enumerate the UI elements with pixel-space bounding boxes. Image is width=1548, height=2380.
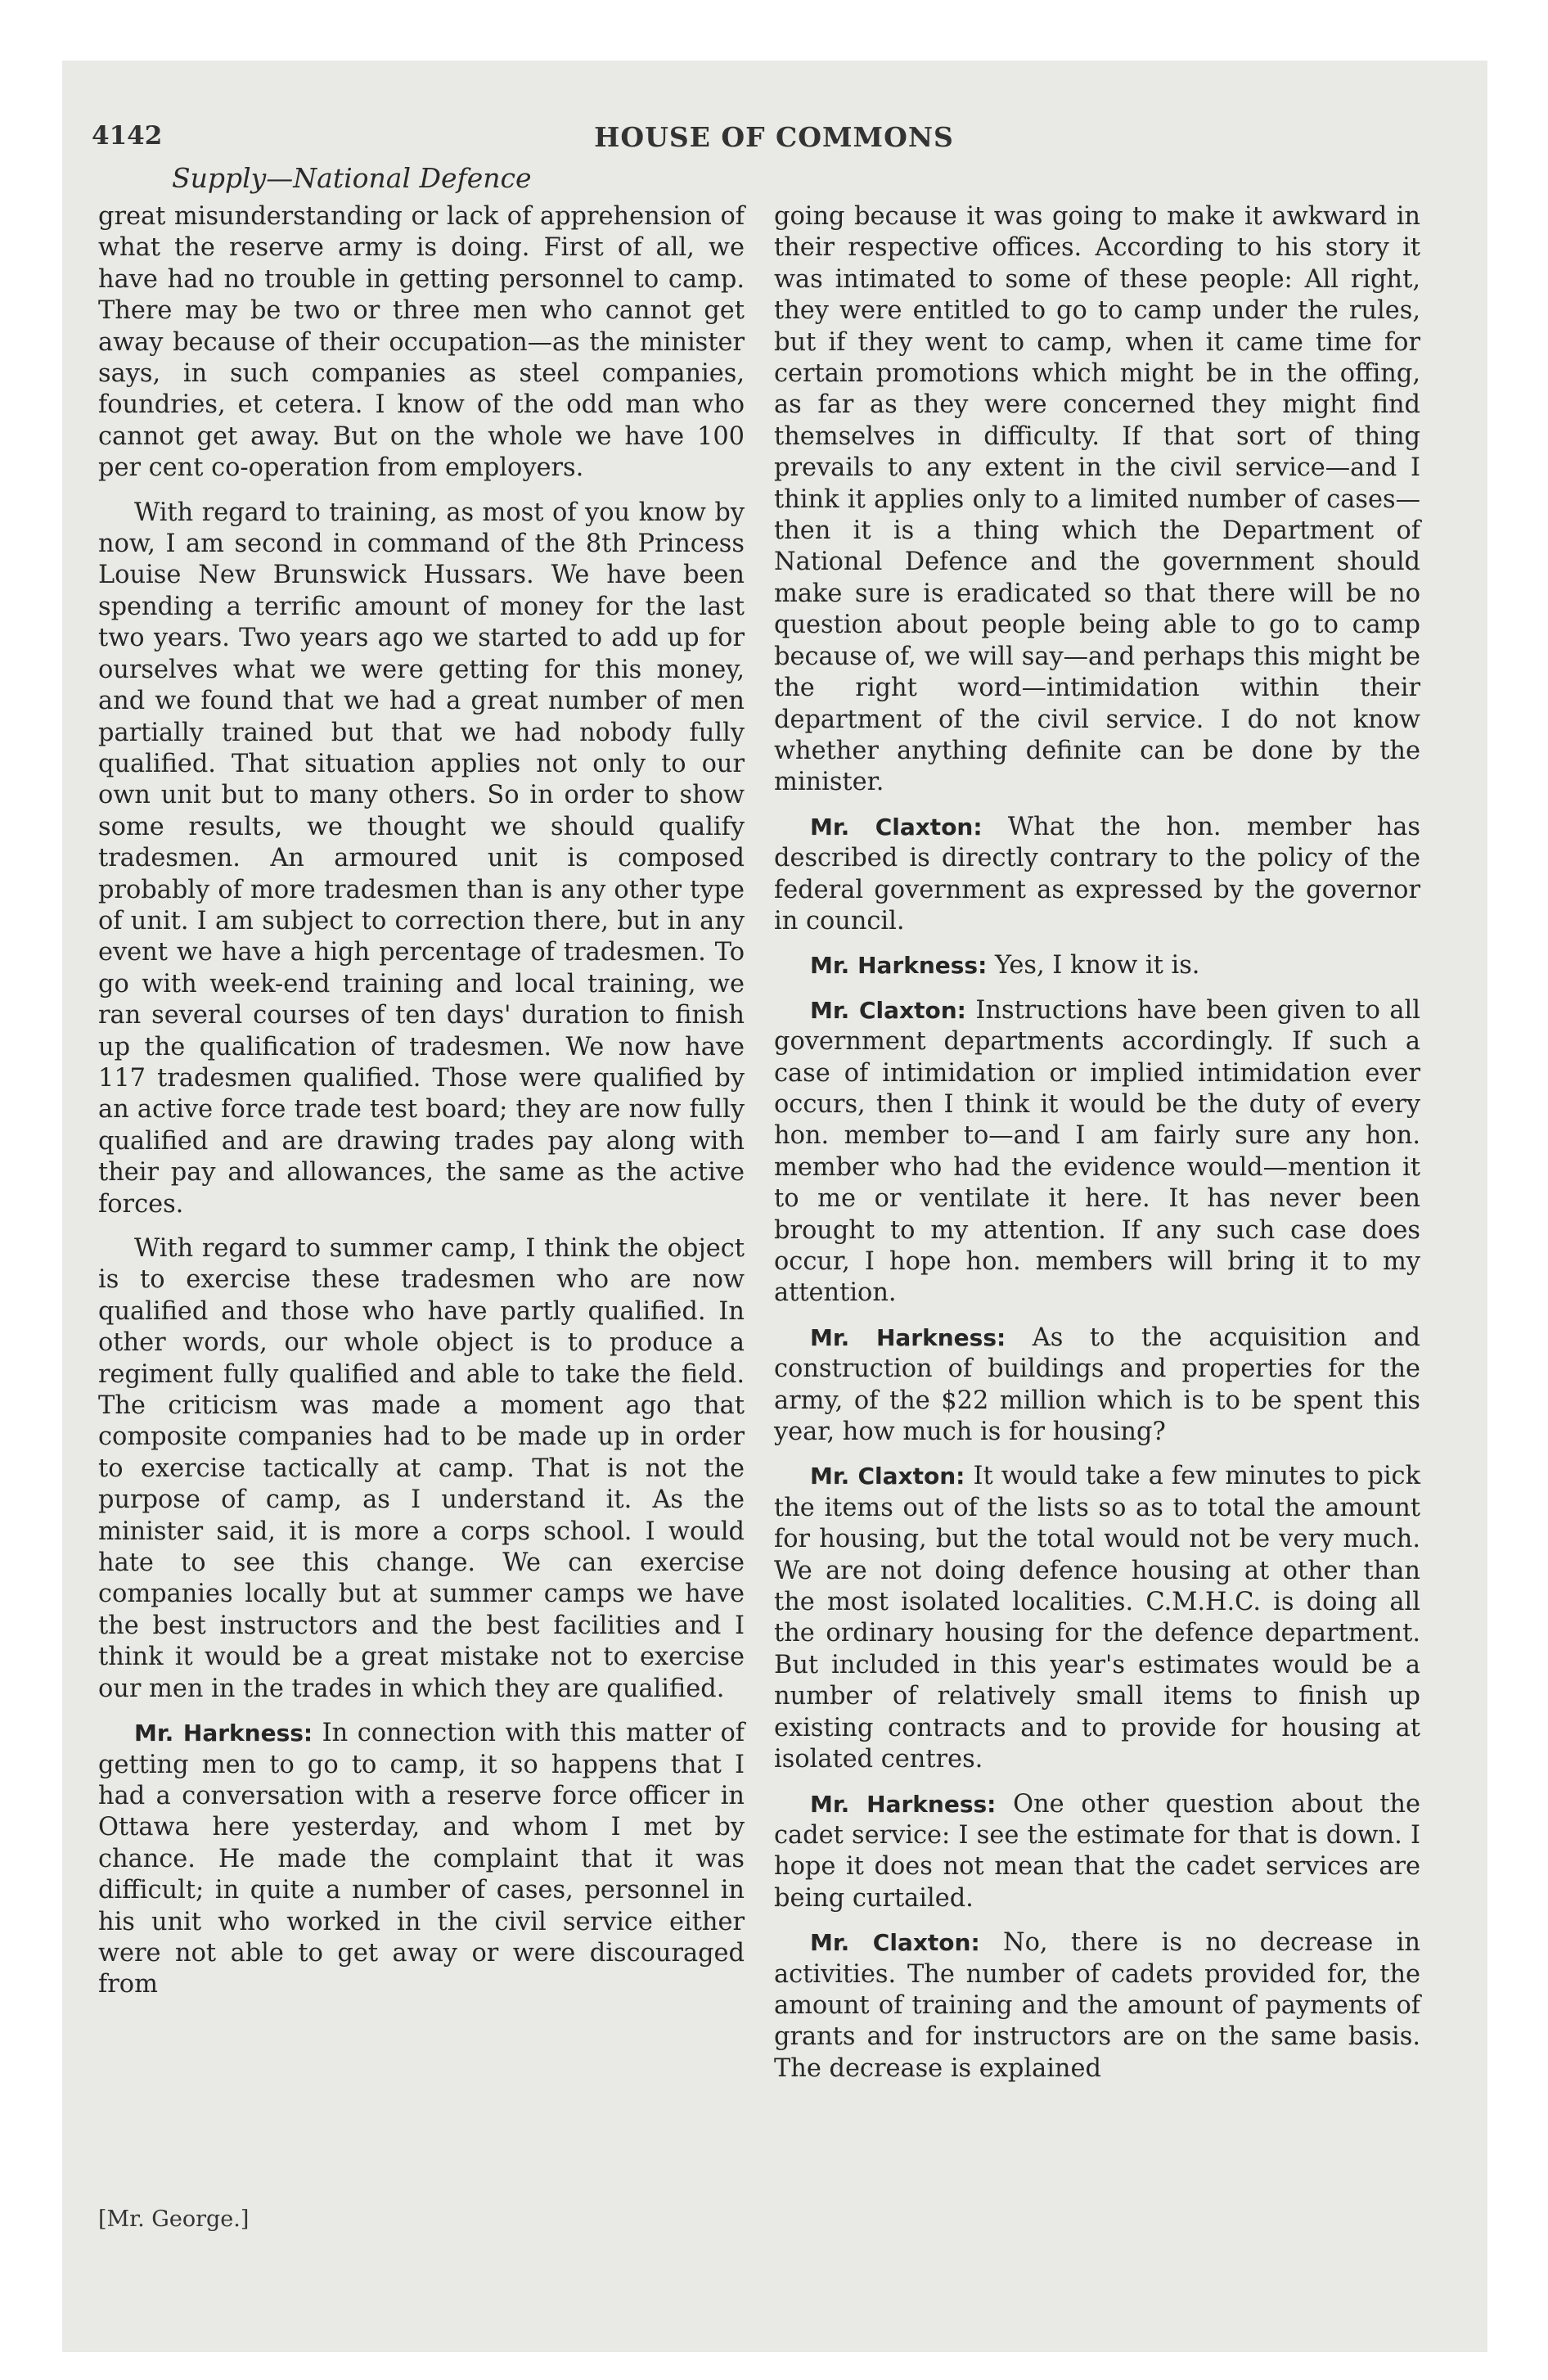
speaker-name: Mr. Harkness: — [810, 1790, 997, 1818]
speaker-name: Mr. Harkness: — [134, 1720, 313, 1747]
paragraph — [774, 812, 1420, 938]
speaker-name: Mr. Claxton: — [810, 996, 966, 1024]
right-column — [774, 201, 1420, 2098]
page-number: 4142 — [92, 121, 163, 151]
paragraph — [774, 950, 1420, 981]
speaker-name: Mr. Harkness: — [810, 1323, 1006, 1351]
paragraph: With regard to training, as most of you know by now, I am second in command of the 8th Princess Louise New Brunswick Hussars. We have been spending a terrific amount of money for the last two years. Two years ago we started to add up for ourselves what we were getting for this money, and we found that we had a great number of men partially trained but that we had nobody fully qualified. That situation applies not only to our own unit but to many others. So in order to show some results, we thought we should qualify tradesmen. An armoured unit is composed probably of more tradesmen than is any other type of unit. I am subject to correction there, but in any event we have a high percentage of tradesmen. To go with week-end training and local training, we ran several courses of ten days' duration to finish up the qualification of tradesmen. We now have 117 tradesmen qualified. Those were qualified by an active force trade test board; they are now fully qualified and are drawing trades pay along with their pay and allowances, the same as the active forces. — [98, 498, 745, 1219]
paragraph: great misunderstanding or lack of apprehension of what the reserve army is doing. First of all, we have had no trouble in getting personnel to camp. There may be two or three men who cannot get away because of their occupation—as the minister says, in such companies as steel companies, foundries, et cetera. I know of the odd man who cannot get away. But on the whole we have 100 per cent co-operation from employers. — [98, 202, 745, 483]
paragraph — [774, 995, 1420, 1309]
speech-text: It would take a few minutes to pick the items out of the lists so as to total the amount for housing, but the total would not be very much. We are not doing defence housing at other than the most isolated localities. C.M.H.C. is doing all the ordinary housing for the defence department. But included in this year's estimates would be a number of relatively small items to finish up existing contracts and to provide for housing at isolated centres. — [774, 1462, 1420, 1774]
paragraph — [774, 1461, 1420, 1775]
speaker-name: Mr. Claxton: — [810, 813, 983, 841]
paragraph — [98, 1718, 745, 2001]
speaker-name: Mr. Claxton: — [810, 1929, 980, 1957]
paragraph: going because it was going to make it awkward in their respective offices. According to his story it was intimated to some of these people: All right, they were entitled to go to camp under the rules, but if they went to camp, when it came time for certain promotions which might be in the offing, as far as they were concerned they might find themselves in difficulty. If that sort of thing prevails to any extent in the civil service—and I think it applies only to a limited number of cases—then it is a thing which the Department of National Defence and the government should make sure is eradicated so that there will be no question about people being able to go to camp because of, we will say—and perhaps this might be the right word—intimidation within their department of the civil service. I do not know whether anything definite can be done by the minister. — [774, 202, 1420, 797]
speech-text: Instructions have been given to all government departments accordingly. If such a case of intimidation or implied intimidation ever occurs, then I think it would be the duty of every hon. member to—and I am fairly sure any hon. member who had the evidence would—mention it to me or ventilate it here. It has never been brought to my attention. If any such case does occur, I hope hon. members will bring it to my attention. — [774, 995, 1420, 1308]
speech-text: Yes, I know it is. — [994, 951, 1200, 980]
speaker-attribution-footer: [Mr. George.] — [98, 2206, 250, 2232]
paragraph: With regard to summer camp, I think the object is to exercise these tradesmen who are now qualified and those who have partly qualified. In other words, our whole object is to produce a regiment fully qualified and able to take the field. The criticism was made a moment ago that composite companies had to be made up in order to exercise tactically at camp. That is not the purpose of camp, as I understand it. As the minister said, it is more a corps school. I would hate to see this change. We can exercise companies locally but at summer camps we have the best instructors and the best facilities and I think it would be a great mistake not to exercise our men in the trades in which they are qualified. — [98, 1234, 745, 1703]
paragraph — [774, 1323, 1420, 1449]
left-column — [98, 201, 745, 2014]
speaker-name: Mr. Claxton: — [810, 1463, 965, 1490]
speech-text: As to the acquisition and construction of buildings and properties for the army, of the $22 million which is to be spent this year, how much is for housing? — [774, 1323, 1420, 1447]
speech-text: In connection with this matter of getting men to go to camp, it so happens that I had a conversation with a reserve force officer in Ottawa here yesterday, and whom I met by chance. He made the complaint that it was difficult; in quite a number of cases, personnel in his unit who worked in the civil service either were not able to get away or were discouraged from — [98, 1719, 745, 1999]
paragraph — [774, 1789, 1420, 1915]
running-title: HOUSE OF COMMONS — [594, 121, 954, 153]
section-heading: Supply—National Defence — [172, 162, 532, 194]
paragraph — [774, 1927, 1420, 2085]
speech-text: One other question about the cadet service: I see the estimate for that is down. I hope it does not mean that the cadet services are being curtailed. — [774, 1789, 1420, 1913]
speech-text: What the hon. member has described is directly contrary to the policy of the federal government as expressed by the governor in council. — [774, 812, 1421, 935]
speech-text: No, there is no decrease in activities. The number of cadets provided for, the amount of training and the amount of payments of grants and for instructors are on the same basis. The decrease is explained — [774, 1928, 1420, 2083]
speaker-name: Mr. Harkness: — [810, 952, 988, 980]
